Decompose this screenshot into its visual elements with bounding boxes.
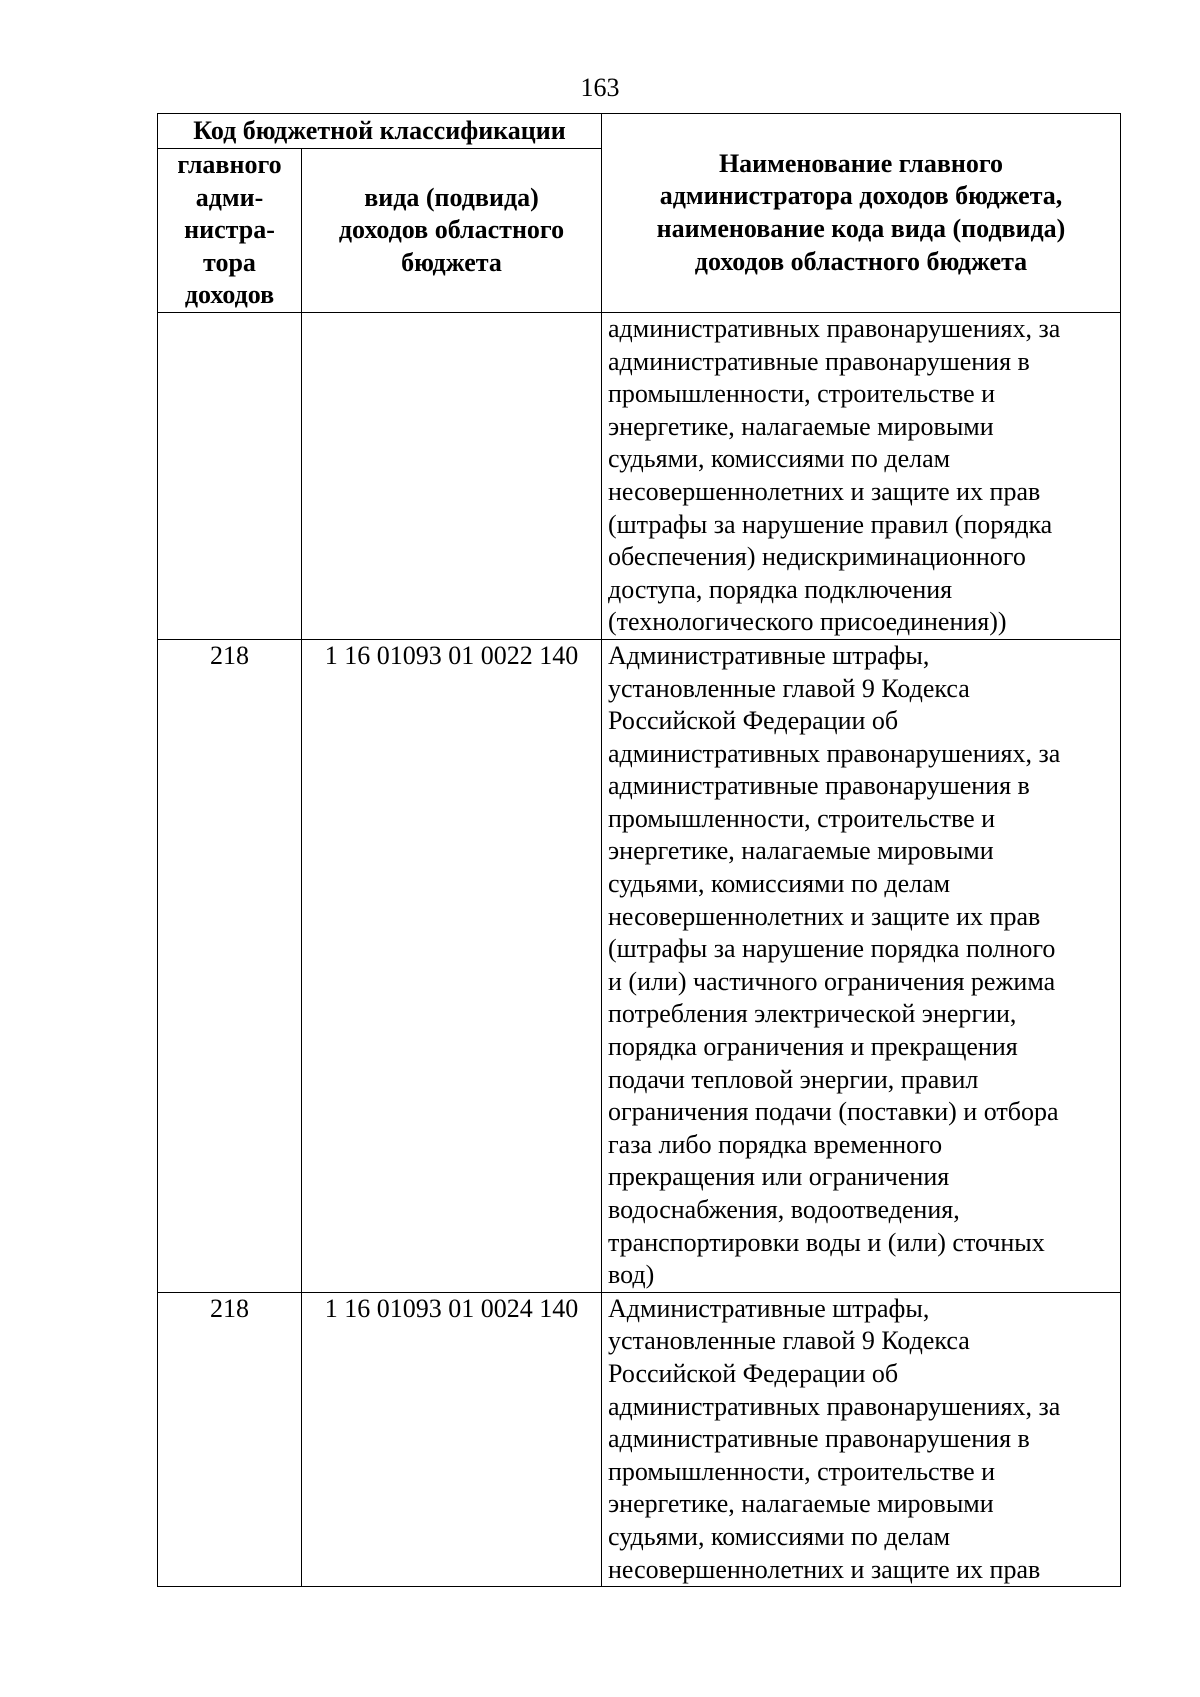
income-name-line: доступа, порядка подключения — [608, 574, 953, 604]
income-name-line: обеспечения) недискриминационного — [608, 542, 1026, 572]
table-row — [158, 639, 1121, 1292]
income-name-line: энергетике, налагаемые мировыми — [608, 411, 994, 441]
header-name-line: администратора доходов бюджета, — [659, 181, 1063, 211]
income-name-line: административные правонарушения в — [608, 771, 1030, 801]
header-type-line: доходов областного — [338, 215, 565, 245]
table-body — [158, 312, 1121, 1586]
header-admin-line: нистра- — [184, 215, 275, 245]
income-name-line: вод) — [608, 1260, 655, 1290]
header-name-line: наименование кода вида (подвида) — [656, 213, 1066, 243]
header-type-column — [302, 149, 602, 313]
header-name-line: Наименование главного — [718, 148, 1004, 178]
page-number: 163 — [580, 73, 620, 102]
header-admin-line: тора — [203, 247, 256, 277]
income-name-line: судьями, комиссиями по делам — [608, 444, 951, 474]
income-name-line: Административные штрафы, — [608, 1293, 930, 1323]
income-name-line: ограничения подачи (поставки) и отбора — [608, 1097, 1059, 1127]
income-name-line: установленные главой 9 Кодекса — [608, 1326, 970, 1356]
admin-code-cell: 218 — [158, 1292, 302, 1586]
income-name-line: административных правонарушениях, за — [608, 1391, 1061, 1421]
header-type-line: бюджета — [401, 247, 502, 277]
income-name-line: Административные штрафы, — [608, 640, 930, 670]
header-name-column — [602, 114, 1121, 313]
table-row — [158, 1292, 1121, 1586]
income-name-line: прекращения или ограничения — [608, 1162, 950, 1192]
admin-code-cell: 218 — [158, 639, 302, 1292]
income-name-line: энергетике, налагаемые мировыми — [608, 1489, 994, 1519]
budget-classification-table — [157, 113, 1121, 1587]
income-name-line: административные правонарушения в — [608, 1424, 1030, 1454]
income-code-cell: 1 16 01093 01 0024 140 — [302, 1292, 602, 1586]
table-header — [158, 114, 1121, 313]
income-name-line: несовершеннолетних и защите их прав — [608, 1554, 1041, 1584]
income-name-line: (технологического присоединения)) — [608, 607, 1007, 637]
income-name-line: несовершеннолетних и защите их прав — [608, 901, 1041, 931]
income-name-line: административные правонарушения в — [608, 346, 1030, 376]
income-name-line: газа либо порядка временного — [608, 1129, 943, 1159]
income-name-line: административных правонарушениях, за — [608, 738, 1061, 768]
income-name-line: несовершеннолетних и защите их прав — [608, 476, 1041, 506]
header-admin-line: адми- — [195, 182, 264, 212]
header-budget-classification-code: Код бюджетной классификации — [158, 114, 602, 149]
income-name-line: промышленности, строительстве и — [608, 1456, 996, 1486]
income-name-line: Российской Федерации об — [608, 706, 899, 736]
income-name-line: (штрафы за нарушение порядка полного — [608, 934, 1056, 964]
income-name-line: порядка ограничения и прекращения — [608, 1032, 1018, 1062]
income-name-line: (штрафы за нарушение правил (порядка — [608, 509, 1053, 539]
income-code-cell: 1 16 01093 01 0022 140 — [302, 639, 602, 1292]
income-code-cell — [302, 312, 602, 639]
header-name-line: доходов областного бюджета — [694, 246, 1028, 276]
income-name-line: потребления электрической энергии, — [608, 999, 1017, 1029]
income-name-line: водоснабжения, водоотведения, — [608, 1195, 960, 1224]
admin-code-cell — [158, 312, 302, 639]
income-name-line: подачи тепловой энергии, правил — [608, 1064, 979, 1094]
income-name-line: транспортировки воды и (или) сточных — [608, 1227, 1045, 1257]
income-name-line: административных правонарушениях, за — [608, 313, 1061, 343]
header-admin-line: доходов — [184, 280, 275, 310]
income-name-line: установленные главой 9 Кодекса — [608, 673, 970, 703]
income-name-cell — [602, 312, 1121, 639]
header-type-line: вида (подвида) — [364, 182, 539, 212]
income-name-line: энергетике, налагаемые мировыми — [608, 836, 994, 866]
income-name-cell — [602, 639, 1121, 1292]
table-row — [158, 312, 1121, 639]
income-name-line: судьями, комиссиями по делам — [608, 1521, 951, 1551]
income-name-line: и (или) частичного ограничения режима — [608, 966, 1056, 996]
income-name-line: Российской Федерации об — [608, 1358, 899, 1388]
income-name-line: промышленности, строительстве и — [608, 379, 996, 409]
income-name-cell — [602, 1292, 1121, 1586]
income-name-line: судьями, комиссиями по делам — [608, 869, 951, 899]
header-admin-line: главного — [177, 150, 282, 179]
income-name-line: промышленности, строительстве и — [608, 803, 996, 833]
header-admin-column — [158, 149, 302, 313]
